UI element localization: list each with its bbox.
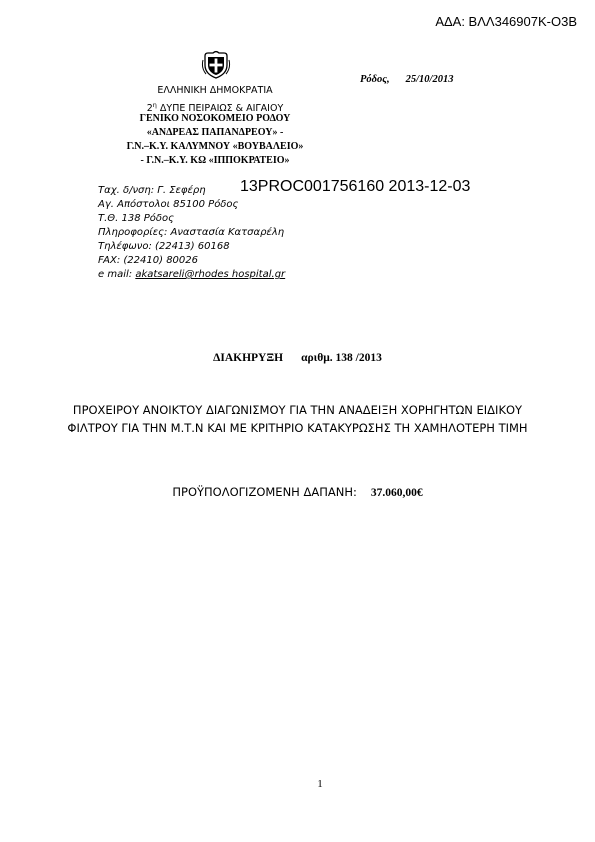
contact-fax: FAX: (22410) 80026 [98, 255, 199, 266]
header-health-region: $2^\eta$ ΔΥΠΕ ΠΕΙΡΑΙΩΣ & ΑΙΓΑΙΟΥ [146, 101, 284, 115]
email-link[interactable]: akatsareli@rhodes hospital.gr [135, 269, 286, 280]
contact-po-box: Τ.Θ. 138 Ρόδος [98, 213, 175, 224]
date-value: 25/10/2013 [405, 74, 454, 85]
budget-label: ΠΡΟΫΠΟΛΟΓΙΖΟΜΕΝΗ ΔΑΠΑΝΗ: [172, 485, 357, 499]
declaration-number: αριθμ. 138 /2013 [301, 352, 382, 364]
budget-amount: 37.060,00€ [370, 487, 423, 499]
declaration-label: ΔΙΑΚΗΡΥΞΗ [213, 352, 284, 364]
header-kalymnos: Γ.Ν.–Κ.Υ. ΚΑΛΥΜΝΟΥ «ΒΟΥΒΑΛΕΙΟ» [126, 141, 304, 152]
document-title: ΠΡΟΧΕΙΡΟΥ ΑΝΟΙΚΤΟΥ ΔΙΑΓΩΝΙΣΜΟΥ ΓΙΑ ΤΗΝ ΑΝΑΔΕΙΞΗ ΧΟΡΗΓΗΤΩΝ ΕΙΔΙΚΟΥ ΦΙΛΤΡΟΥ ΓΙΑ ΤΗΝ Μ.Τ.Ν ΚΑΙ ΜΕ ΚΡΙΤΗΡΙΟ ΚΑΤΑΚΥΡΩΣΗΣ ΤΗ ΧΑΜΗΛΟΤΕΡΗ ΤΙΜΗ [67, 403, 528, 435]
contact-street: Αγ. Απόστολοι 85100 Ρόδος [98, 199, 239, 210]
contact-phone: Τηλέφωνο: (22413) 60168 [98, 241, 230, 252]
proc-code: 13PROC001756160 2013-12-03 [240, 178, 471, 195]
date-place: Ρόδος, [360, 74, 390, 85]
header-country: ΕΛΛΗΝΙΚΗ ΔΗΜΟΚΡΑΤΙΑ [157, 85, 273, 96]
contact-email: e mail: akatsareli@rhodes hospital.gr [98, 269, 286, 280]
declaration-heading [0, 352, 595, 364]
header-hospital-name: «ΑΝΔΡΕΑΣ ΠΑΠΑΝΔΡΕΟΥ» - [146, 127, 284, 138]
contact-info: Πληροφορίες: Αναστασία Κατσαρέλη [98, 227, 285, 238]
contact-address: Ταχ. δ/νση: Γ. Σεφέρη [98, 185, 206, 196]
header-hospital: ΓΕΝΙΚΟ ΝΟΣΟΚΟΜΕΙΟ ΡΟΔΟΥ [139, 113, 291, 124]
header-kos: - Γ.Ν.–Κ.Υ. ΚΩ «ΙΠΠΟΚΡΑΤΕΙΟ» [140, 155, 290, 166]
budget-line [0, 485, 595, 499]
document-date [360, 74, 453, 85]
greek-coat-of-arms-icon [201, 50, 231, 80]
ada-code: ΑΔΑ: ΒΛΛ346907Κ-Ο3Β [435, 14, 577, 29]
page-number: 1 [317, 778, 323, 790]
